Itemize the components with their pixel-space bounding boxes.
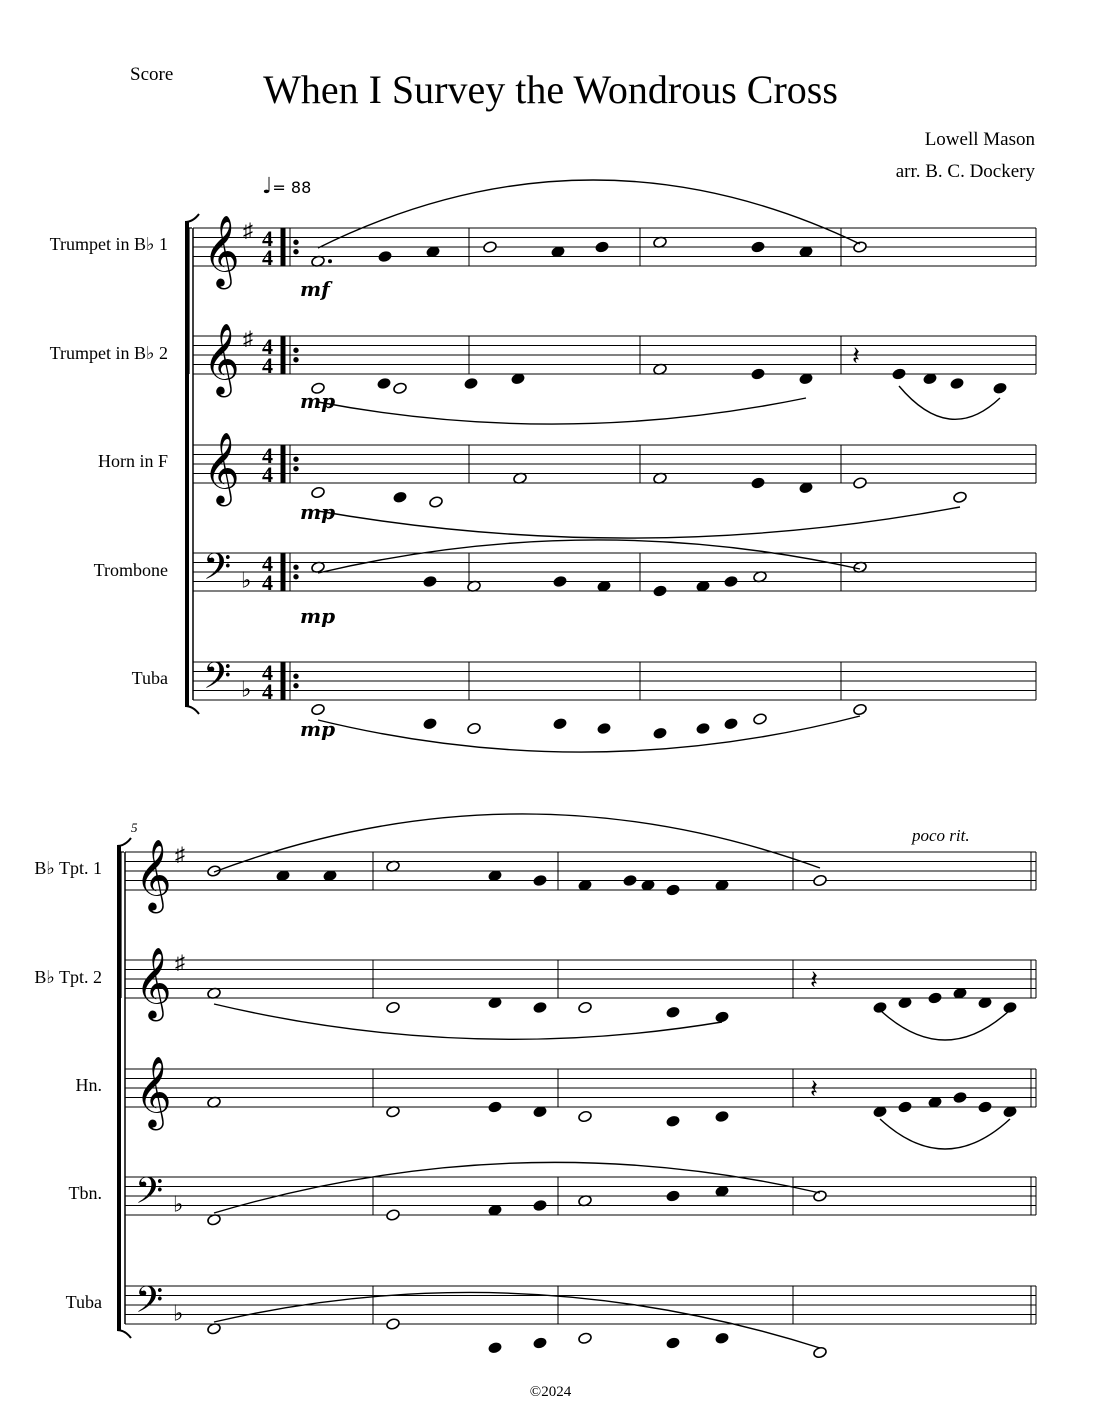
time-sig-denominator: 4 <box>262 679 273 704</box>
note-head <box>553 575 568 588</box>
instrument-name-trumpet-1: Trumpet in B♭ 1 <box>49 234 168 254</box>
note-head <box>578 1110 593 1123</box>
quarter-rest-icon: 𝄽 <box>852 341 860 372</box>
bracket-hook <box>185 214 199 222</box>
note-head <box>853 241 868 254</box>
slur <box>880 1119 1010 1149</box>
barlines <box>125 228 1036 1324</box>
repeat-dot <box>294 674 298 678</box>
note-head <box>488 1101 503 1114</box>
time-sig-numerator: 4 <box>262 226 273 251</box>
dynamic-marking: mp <box>300 717 336 741</box>
treble-clef-icon: 𝄞 <box>135 837 172 911</box>
page-title: When I Survey the Wondrous Cross <box>263 67 838 112</box>
dynamic-marking: mp <box>300 500 336 524</box>
note-head <box>653 585 668 598</box>
note-head <box>666 1115 681 1128</box>
treble-clef-icon: 𝄞 <box>135 1054 172 1128</box>
note-head <box>423 575 438 588</box>
instrument-abbrev-trumpet-1: B♭ Tpt. 1 <box>34 858 102 878</box>
note-head <box>813 1346 828 1359</box>
note-head <box>953 491 968 504</box>
note-head <box>853 703 868 716</box>
dynamic-marking: mp <box>300 389 336 413</box>
instrument-abbrev-tuba: Tuba <box>65 1292 102 1312</box>
composer-credit: Lowell Mason <box>924 129 1035 150</box>
note-head <box>553 717 568 730</box>
time-sig-denominator: 4 <box>262 353 273 378</box>
note-head <box>597 722 612 735</box>
note-head <box>533 1337 548 1350</box>
slur <box>880 1010 1010 1040</box>
note-head <box>715 1110 730 1123</box>
note-head <box>386 1001 401 1014</box>
note-head <box>386 1318 401 1331</box>
quarter-note-icon: ♩ <box>262 174 273 199</box>
note-head <box>666 1337 681 1350</box>
treble-clef-icon: 𝄞 <box>203 430 240 504</box>
note-head <box>423 717 438 730</box>
note-head <box>853 477 868 490</box>
repeat-dot <box>294 684 298 688</box>
note-head <box>928 992 943 1005</box>
slur <box>318 398 806 424</box>
note-head <box>386 1209 401 1222</box>
repeat-dot <box>294 565 298 569</box>
note-head <box>653 727 668 740</box>
note-head <box>898 1101 913 1114</box>
bracket-hook <box>117 838 131 846</box>
note-head <box>578 1001 593 1014</box>
note-head <box>753 713 768 726</box>
expression-marking: poco rit. <box>912 826 970 845</box>
note-head <box>393 382 408 395</box>
note-head <box>751 241 766 254</box>
time-signatures <box>262 226 273 704</box>
time-sig-numerator: 4 <box>262 334 273 359</box>
repeat-dot <box>294 457 298 461</box>
note-head <box>696 722 711 735</box>
note-head <box>311 703 326 716</box>
slur <box>214 1292 820 1348</box>
trumpet-bracket <box>189 228 192 374</box>
time-sig-numerator: 4 <box>262 660 273 685</box>
bass-clef-icon: 𝄢 <box>135 1170 164 1221</box>
note-head <box>1003 1001 1018 1014</box>
note-head <box>724 575 739 588</box>
dynamic-marking: mf <box>300 277 330 301</box>
repeat-dot <box>294 240 298 244</box>
note-head <box>715 1011 730 1024</box>
bracket-hook <box>185 706 199 714</box>
measure-number: 5 <box>131 820 138 835</box>
copyright-notice: ©2024 <box>529 1384 572 1400</box>
slur <box>214 1004 722 1039</box>
instrument-abbrev-horn: Hn. <box>75 1075 102 1095</box>
bass-clef-icon: 𝄢 <box>135 1279 164 1330</box>
note-head <box>207 865 222 878</box>
flat-icon: ♭ <box>173 1300 184 1326</box>
sharp-icon: ♯ <box>175 844 185 866</box>
note-head <box>993 382 1008 395</box>
note-head <box>464 377 479 390</box>
slur <box>318 540 860 573</box>
note-head <box>311 486 326 499</box>
note-head <box>953 1091 968 1104</box>
staff-lines <box>125 228 1036 1324</box>
repeat-dot <box>294 250 298 254</box>
note-head <box>751 477 766 490</box>
note-head <box>950 377 965 390</box>
slur <box>318 507 960 538</box>
time-sig-numerator: 4 <box>262 443 273 468</box>
note-head <box>378 250 393 263</box>
note-head <box>595 241 610 254</box>
instrument-name-horn: Horn in F <box>97 451 168 471</box>
note-head <box>393 491 408 504</box>
instrument-name-trombone: Trombone <box>93 560 168 580</box>
bass-clef-icon: 𝄢 <box>203 655 232 706</box>
note-head <box>666 884 681 897</box>
instrument-name-tuba: Tuba <box>131 668 168 688</box>
flat-icon: ♭ <box>241 676 252 702</box>
score-label: Score <box>130 64 174 85</box>
augmentation-dot <box>328 259 332 263</box>
note-head <box>483 241 498 254</box>
quarter-rest-icon: 𝄽 <box>810 1074 818 1105</box>
time-sig-denominator: 4 <box>262 570 273 595</box>
note-head <box>377 377 392 390</box>
note-head <box>666 1006 681 1019</box>
treble-clef-icon: 𝄞 <box>203 213 240 287</box>
bass-clef-icon: 𝄢 <box>203 546 232 597</box>
repeat-dot <box>294 358 298 362</box>
note-head <box>715 1332 730 1345</box>
instrument-abbrev-trumpet-2: B♭ Tpt. 2 <box>34 967 102 987</box>
note-head <box>533 874 548 887</box>
flat-icon: ♭ <box>173 1191 184 1217</box>
note-head <box>533 1199 548 1212</box>
sharp-icon: ♯ <box>243 220 253 242</box>
quarter-rest-icon: 𝄽 <box>810 965 818 996</box>
slur <box>214 814 820 872</box>
time-sig-denominator: 4 <box>262 462 273 487</box>
sharp-icon: ♯ <box>175 952 185 974</box>
note-head <box>429 496 444 509</box>
sharp-icon: ♯ <box>243 328 253 350</box>
note-head <box>578 1332 593 1345</box>
instrument-abbrev-trombone: Tbn. <box>68 1183 102 1203</box>
bracket-hook <box>117 1330 131 1338</box>
slur <box>899 386 1000 419</box>
note-head <box>873 1001 888 1014</box>
slur <box>318 716 860 752</box>
arranger-credit: arr. B. C. Dockery <box>895 161 1035 182</box>
note-head <box>467 722 482 735</box>
repeat-dot <box>294 575 298 579</box>
trumpet-bracket <box>121 852 124 998</box>
treble-clef-icon: 𝄞 <box>135 945 172 1019</box>
note-head <box>978 1101 993 1114</box>
treble-clef-icon: 𝄞 <box>203 321 240 395</box>
instrument-name-trumpet-2: Trumpet in B♭ 2 <box>49 343 168 363</box>
note-head <box>533 1001 548 1014</box>
time-sig-denominator: 4 <box>262 245 273 270</box>
note-head <box>892 368 907 381</box>
flat-icon: ♭ <box>241 567 252 593</box>
note-head <box>488 1341 503 1354</box>
dynamic-marking: mp <box>300 604 336 628</box>
time-sig-numerator: 4 <box>262 551 273 576</box>
note-head <box>623 874 638 887</box>
note-head <box>813 874 828 887</box>
repeat-dot <box>294 348 298 352</box>
note-head <box>724 717 739 730</box>
tempo-text: = 88 <box>272 178 312 197</box>
note-head <box>751 368 766 381</box>
repeat-dot <box>294 467 298 471</box>
note-head <box>666 1190 681 1203</box>
